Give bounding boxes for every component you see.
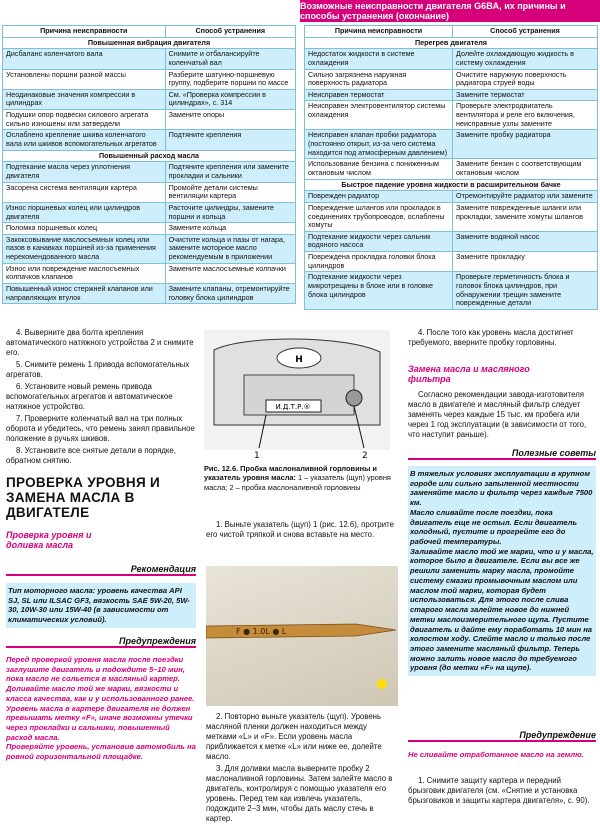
table-row: Подтекание масла через уплотнения двигателя Подтяните крепления или замените прокладки и сальники xyxy=(3,162,296,182)
svg-text:H: H xyxy=(295,355,303,365)
warning-item: Перед проверкой уровня масла после поездки заглушите двигатель и подождите 5–10 мин, пока масло не сольется в масляный картер. xyxy=(6,655,185,684)
table-row: Неодинаковые значения компрессии в цилиндрах См. «Проверка компрессии в цилиндрах», с. 314 xyxy=(3,89,296,109)
table-row: Поломка поршневых колец Замените кольца xyxy=(3,223,296,235)
table-section-title: Повышенный расход масла xyxy=(3,150,296,162)
table-left xyxy=(2,25,296,304)
logo-icon xyxy=(377,679,387,689)
figure-label-2: 2 xyxy=(362,451,368,460)
left-steps: 4. Выверните два болта крепления автоматического натяжного устройства 2 и снимите его. 5. Снимите ремень 1 привода вспомогательных агрегатов. 6. Установите новый ремень привода вспомогательных агрегатов и автоматическое натяжное устройство. 7. Проверните коленчатый вал на три полных оборота и убедитесь, что ремень занял правильное положение в ручьях шкивов. 8. Установите все снятые детали в порядке, обратном снятию. xyxy=(6,328,195,465)
table-row: Дисбаланс коленчатого вала Снимите и отбалансируйте коленчатый вал xyxy=(3,49,296,69)
table-row: Повреждение шлангов или прокладок в соединениях трубопроводов, ослаблены хомуты Замените поврежденные шланги или прокладки, замените хомуты шлангов xyxy=(305,202,598,231)
table-right xyxy=(304,25,598,310)
replace-text: Согласно рекомендации завода-изготовителя масло в двигателе и масляный фильтр следует заменять через каждые 15 тыс. км пробега или через 1 год эксплуатации (в зависимости от того, что наступит раньше). xyxy=(408,390,587,439)
dipstick-photo xyxy=(206,566,398,706)
warning2-heading: Предупреждение xyxy=(408,730,596,742)
section-main-title: ПРОВЕРКА УРОВНЯ И ЗАМЕНА МАСЛА В ДВИГАТЕЛЕ xyxy=(6,475,161,520)
final-step: 1. Снимите защиту картера и передний брызговик двигателя (см. «Снятие и установка брызговиков и защиты картера двигателя», с. 90). xyxy=(408,776,590,805)
table-row: Повышенный износ стержней клапанов или направляющих втулок Замените клапаны, отремонтируйте головку блока цилиндров xyxy=(3,284,296,304)
engine-text: И.Д.Т.Р.® xyxy=(275,403,311,411)
table-left-col1: Причина неисправности xyxy=(3,26,166,38)
table-row: Подушки опор подвески силового агрегата сильно изношены или затвердели Замените опоры xyxy=(3,110,296,130)
subsection-check-title: Проверка уровня и доливка масла xyxy=(6,530,92,550)
page-header-title: Возможные неисправности двигателя G6BA, их причины и способы устранения (окончание) xyxy=(300,1,566,21)
table-right-col1: Причина неисправности xyxy=(305,26,453,38)
table-row: Износ поршневых колец или цилиндров двигателя Расточите цилиндры, замените поршни и кольца xyxy=(3,202,296,222)
mid-steps: 2. Повторно выньте указатель (щуп). Уровень масляной пленки должен находиться между метками «L» и «F». Если уровень масла приближается к метке «L» или ниже ее, долейте масло. 3. Для доливки масла выверните пробку 2 маслоналивной горловины. Затем залейте масло в двигатель, контролируя с помощью указателя его уровень. Перед тем как извлечь указатель, подождите 2–3 мин, чтобы дать маслу стечь в картер. xyxy=(206,712,393,823)
table-row: Неисправен клапан пробки радиатора (постоянно открыт, из-за чего система находится под атмосферным давлением) Замените пробку радиатора xyxy=(305,130,598,159)
table-section-title: Повышенная вибрация двигателя xyxy=(3,37,296,49)
table-row: Ослаблено крепление шкива коленчатого вала или шкивов вспомогательных агрегатов Подтяните крепления xyxy=(3,130,296,150)
table-section-title: Перегрев двигателя xyxy=(305,37,598,49)
warning-item: Уровень масла в картере двигателя не должен превышать метку «F», иначе возможны утечки через прокладки и сальники, повышенный расход масла. xyxy=(6,703,193,742)
table-row: Поврежден радиатор Отремонтируйте радиатор или замените xyxy=(305,191,598,203)
warning-item: Проверяйте уровень, установив автомобиль на ровной горизонтальной площадке. xyxy=(6,742,196,762)
table-row: Неисправен термостат Замените термостат xyxy=(305,89,598,101)
tip-item: В тяжелых условиях эксплуатации в крупном городе или сильно запыленной местности заменяйте масло и фильтр через каждые 7500 км. xyxy=(410,469,593,508)
table-row: Установлены поршни разной массы Разберите шатунно-поршневую группу, подберите поршни по массе xyxy=(3,69,296,89)
warning-item: Доливайте масло той же марки, вязкости и класса качества, как и у использованного ранее. xyxy=(6,684,195,703)
table-row: Закоксовывание маслосъемных колец или пазов в канавках поршней из-за применения нерекомендованного масла Очистите кольца и пазы от нагара, замените моторное масло рекомендуемым в приложении xyxy=(3,234,296,263)
table-row: Повреждена прокладка головки блока цилиндров Замените прокладку xyxy=(305,252,598,272)
warning-heading: Предупреждения xyxy=(6,636,196,648)
table-left-col2: Способ устранения xyxy=(165,26,295,38)
table-row: Сильно загрязнена наружная поверхность радиатора Очистите наружную поверхность радиатора струей воды xyxy=(305,69,598,89)
table-row: Неисправен электровентилятор системы охлаждения Проверьте электродвигатель вентилятора и реле его включения, неисправные узлы замените xyxy=(305,101,598,130)
tips-box xyxy=(408,466,596,676)
table-row: Засорена система вентиляции картера Промойте детали системы вентиляции картера xyxy=(3,182,296,202)
table-right-col2: Способ устранения xyxy=(453,26,598,38)
step-1: 1. Выньте указатель (щуп) 1 (рис. 12.6), протрите его чистой тряпкой и снова вставьте на место. xyxy=(206,520,394,539)
recommendation-text: Тип моторного масла: уровень качества API SJ, SL или ILSAC GF3, вязкость SAE 5W-20, 5W-30, 10W-30 или 15W-40 (в зависимости от климатических условий). xyxy=(6,583,196,628)
dipstick-marks: F ● 1.0L ● L xyxy=(236,627,287,636)
figure-caption: Рис. 12.6. Пробка маслоналивной горловины и указатель уровня масла: 1 – указатель (щуп) уровня масла; 2 – пробка маслоналивной горловины xyxy=(204,464,391,492)
tips-heading: Полезные советы xyxy=(408,448,596,460)
table-row: Подтекание жидкости через микротрещины в блоке или в головке блока цилиндров Проверьте герметичность блока и головок блока цилиндров, при обнаружении трещин замените поврежденные детали xyxy=(305,272,598,310)
figure-label-1: 1 xyxy=(254,451,260,460)
engine-drawing xyxy=(204,330,390,460)
engine-figure xyxy=(204,330,390,460)
table-row: Недостаток жидкости в системе охлаждения Долейте охлаждающую жидкость в систему охлаждения xyxy=(305,49,598,69)
table-row: Износ или повреждение маслосъемных колпачков клапанов Замените маслосъемные колпачки xyxy=(3,263,296,283)
page-header-bar xyxy=(300,0,600,22)
table-row: Использование бензина с пониженным октановым числом Замените бензин с соответствующим октановым числом xyxy=(305,159,598,179)
table-row: Подтекание жидкости через сальник водяного насоса Замените водяной насос xyxy=(305,231,598,251)
recommendation-heading: Рекомендация xyxy=(6,564,196,576)
warning2-text: Не сливайте отработанное масло на землю. xyxy=(408,750,584,759)
table-section-title: Быстрое падение уровня жидкости в расширительном бачке xyxy=(305,179,598,191)
warning-list xyxy=(6,655,196,762)
subsection-replace-title: Замена масла и масляного фильтра xyxy=(408,364,530,384)
step-4: 4. После того как уровень масла достигнет требуемого, вверните пробку горловины. xyxy=(408,328,574,347)
tip-item: Заливайте масло той же марки, что и у масла, которое было в двигателе. Если вы все же решили заменить марку масла, промойте систему смазки промывочным маслом или маслом той марки, которая будет использоваться. Для этого после слива старого масла залейте новое до нижней метки маслоизмерительного щупа. Пустите двигатель и дайте ему поработать 10 мин на холостом ходу. Слейте масло и только после этого замените масляный фильтр. Теперь можно залить новое масло до требуемого уровня (до метки «F» на щупе). xyxy=(410,546,594,673)
tip-item: Масло сливайте после поездки, пока двигатель еще не остыл. Если двигатель холодный, пустите и прогрейте его до рабочей температуры. xyxy=(410,507,577,547)
